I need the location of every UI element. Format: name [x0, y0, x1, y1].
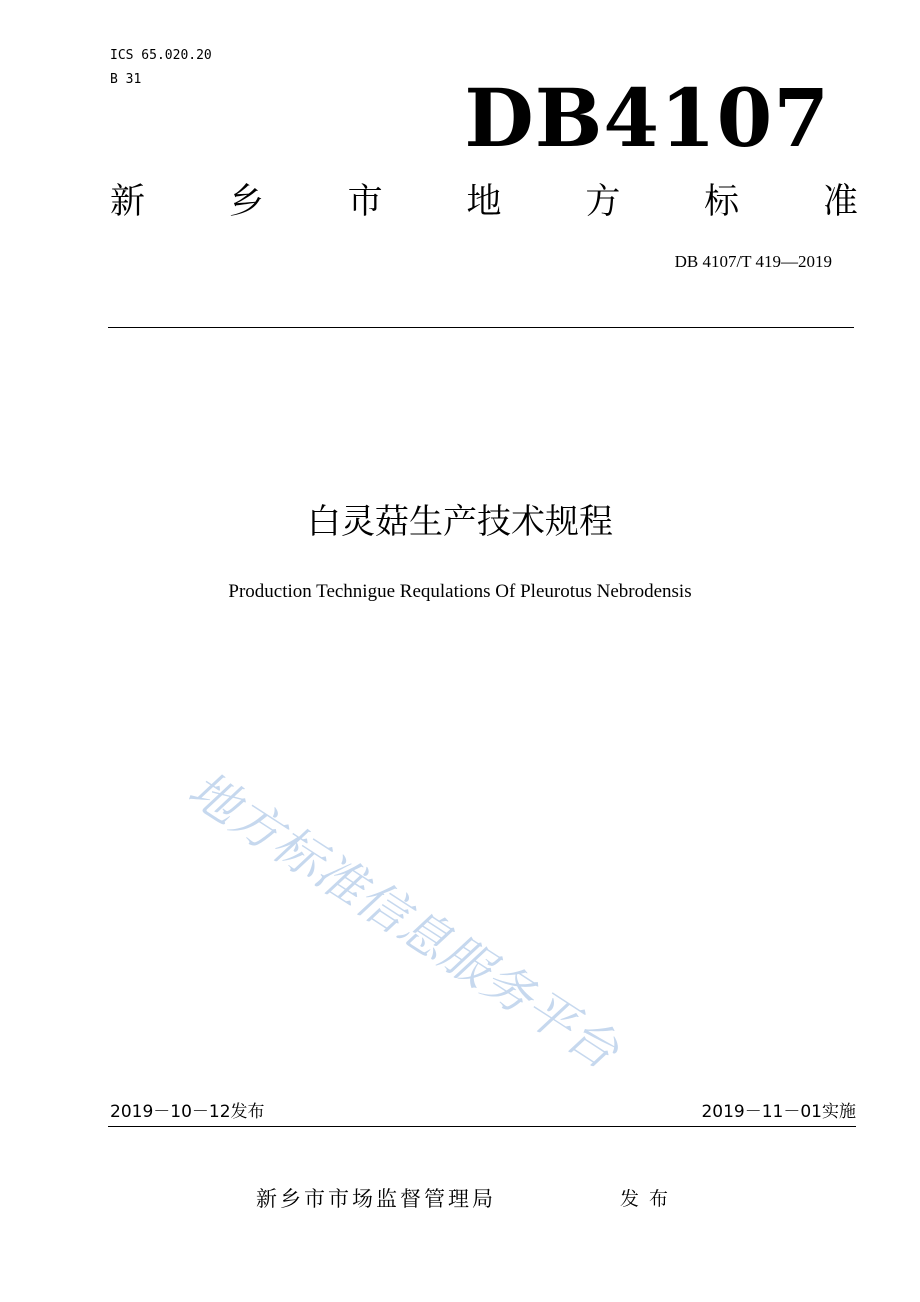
standard-type-char: 地: [466, 182, 502, 222]
standard-logo: DB4107: [464, 71, 830, 165]
implementation-date: 2019－11－01实施: [701, 1102, 856, 1122]
publish-date: 2019－10－12发布: [110, 1102, 265, 1122]
standard-number: DB 4107/T 419—2019: [674, 252, 832, 271]
standard-type-char: 准: [822, 182, 858, 222]
bottom-divider: [108, 1126, 856, 1127]
standard-type-char: 乡: [228, 182, 264, 222]
document-title-english: Production Technigue Requlations Of Pleurotus Nebrodensis: [228, 581, 692, 602]
standard-type-heading: [110, 178, 858, 226]
ccs-code: B 31: [110, 72, 142, 87]
issue-label: 发布: [620, 1188, 679, 1210]
standard-type-char: 新: [110, 182, 146, 222]
document-title-chinese: 白灵菇生产技术规程: [307, 502, 613, 542]
issuing-authority: 新乡市市场监督管理局: [256, 1187, 496, 1211]
watermark-text: 地方标准信息服务平台: [178, 760, 629, 1081]
ics-code: ICS 65.020.20: [110, 48, 212, 63]
standard-type-char: 方: [585, 182, 621, 222]
standard-type-char: 市: [347, 182, 383, 222]
standard-type-char: 标: [704, 182, 740, 222]
top-divider: [108, 327, 854, 328]
